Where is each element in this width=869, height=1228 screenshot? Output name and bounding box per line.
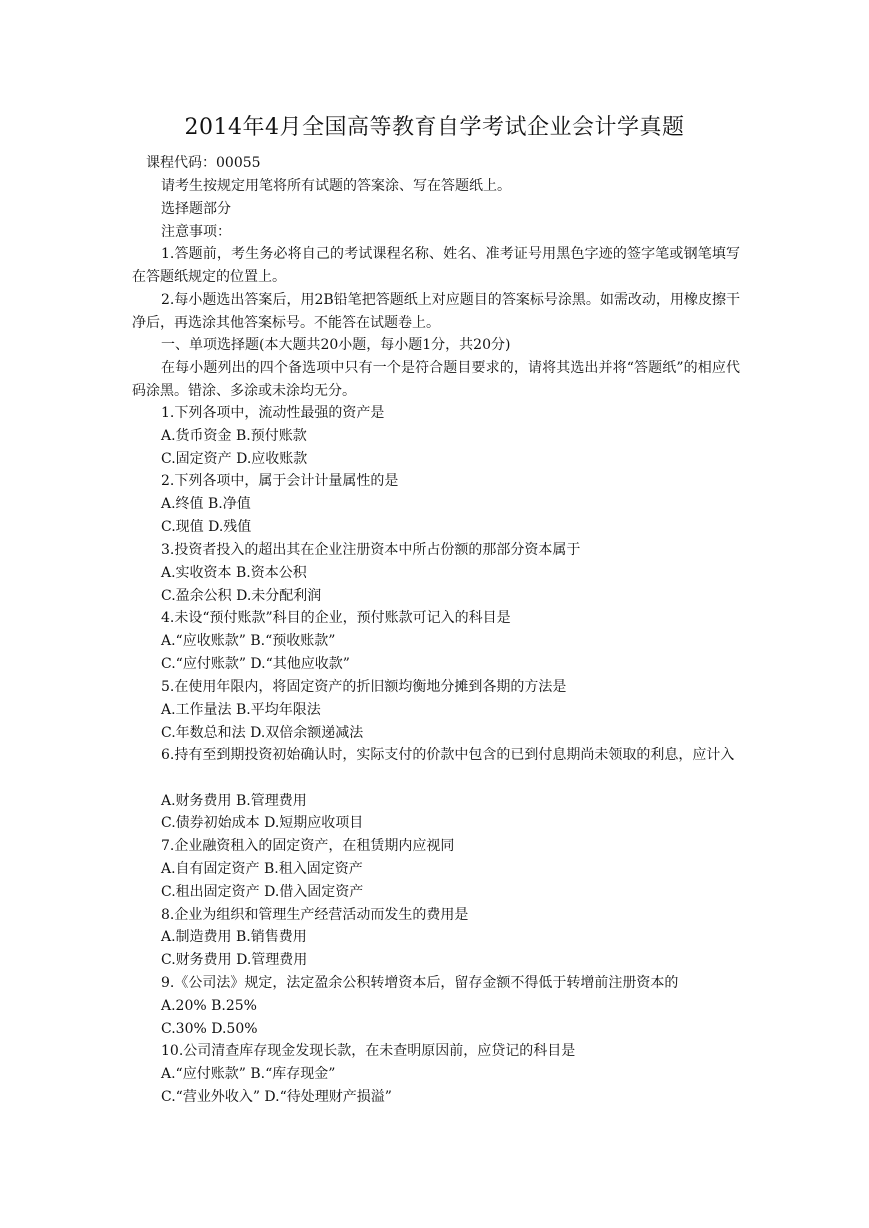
section-heading: 选择题部分	[161, 201, 231, 217]
question-text: 10.公司清查库存现金发现长款，在未查明原因前，应贷记的科目是	[161, 1043, 576, 1059]
question-text: 2.下列各项中，属于会计计量属性的是	[161, 473, 399, 489]
question-options: C.租出固定资产 D.借入固定资产	[161, 884, 364, 900]
part-heading: 一、单项选择题(本大题共20小题，每小题1分，共20分)	[161, 337, 511, 353]
question-options: A.实收资本 B.资本公积	[161, 565, 307, 581]
question-text: 1.下列各项中，流动性最强的资产是	[161, 405, 385, 421]
question-text: 6.持有至到期投资初始确认时，实际支付的价款中包含的已到付息期尚未领取的利息，应计入	[161, 747, 735, 763]
question-options: C.30% D.50%	[161, 1021, 258, 1037]
course-code: 课程代码：00055	[146, 155, 261, 171]
question-text: 9.《公司法》规定，法定盈余公积转增资本后，留存金额不得低于转增前注册资本的	[161, 975, 679, 991]
notes-heading: 注意事项：	[161, 224, 231, 240]
question-options: A.货币资金 B.预付账款	[161, 428, 307, 444]
question-options: A.20% B.25%	[161, 998, 257, 1014]
question-options: A.制造费用 B.销售费用	[161, 929, 307, 945]
question-text: 4.未设“预付账款”科目的企业，预付账款可记入的科目是	[161, 610, 511, 626]
question-options: C.现值 D.残值	[161, 519, 252, 535]
page-title: 2014年4月全国高等教育自学考试企业会计学真题	[184, 115, 685, 140]
question-options: A.工作量法 B.平均年限法	[161, 702, 321, 718]
question-options: C.“应付账款” D.“其他应收款”	[161, 656, 350, 672]
question-options: A.“应付账款” B.“库存现金”	[161, 1066, 336, 1082]
question-options: A.“应收账款” B.“预收账款”	[161, 633, 336, 649]
question-options: C.盈余公积 D.未分配利润	[161, 588, 322, 604]
question-text: 3.投资者投入的超出其在企业注册资本中所占份额的那部分资本属于	[161, 542, 581, 558]
note-1: 1.答题前，考生务必将自己的考试课程名称、姓名、准考证号用黑色字迹的签字笔或钢笔填写在答题纸规定的位置上。	[132, 246, 740, 285]
question-options: A.终值 B.净值	[161, 496, 251, 512]
note-2: 2.每小题选出答案后，用2B铅笔把答题纸上对应题目的答案标号涂黑。如需改动，用橡皮擦干净后，再选涂其他答案标号。不能答在试题卷上。	[132, 292, 740, 331]
question-options: C.“营业外收入” D.“待处理财产损溢”	[161, 1089, 392, 1105]
question-options: C.固定资产 D.应收账款	[161, 451, 308, 467]
instruction-text: 请考生按规定用笔将所有试题的答案涂、写在答题纸上。	[161, 178, 511, 194]
question-options: C.债券初始成本 D.短期应收项目	[161, 815, 364, 831]
question-text: 8.企业为组织和管理生产经营活动而发生的费用是	[161, 907, 469, 923]
question-options: A.财务费用 B.管理费用	[161, 793, 307, 809]
question-options: C.年数总和法 D.双倍余额递减法	[161, 725, 364, 741]
question-text: 7.企业融资租入的固定资产，在租赁期内应视同	[161, 838, 455, 854]
question-options: A.自有固定资产 B.租入固定资产	[161, 861, 363, 877]
question-options: C.财务费用 D.管理费用	[161, 952, 308, 968]
part-description: 在每小题列出的四个备选项中只有一个是符合题目要求的，请将其选出并将“答题纸”的相应代码涂黑。错涂、多涂或未涂均无分。	[132, 360, 740, 399]
question-text: 5.在使用年限内，将固定资产的折旧额均衡地分摊到各期的方法是	[161, 679, 567, 695]
